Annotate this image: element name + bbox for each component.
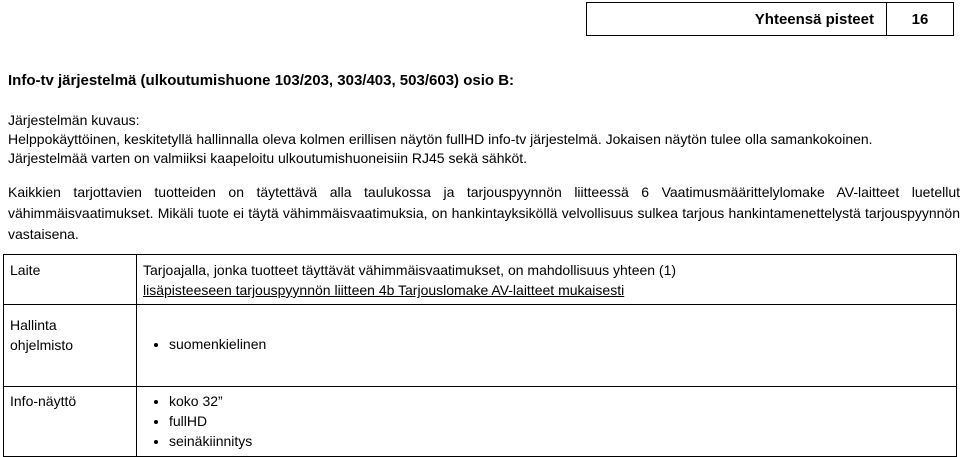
section-heading: Info-tv järjestelmä (ulkoutumishuone 103/203, 303/403, 503/603) osio B: bbox=[8, 72, 515, 89]
table-row bbox=[4, 305, 957, 387]
list-item: • suomenkielinen bbox=[169, 334, 950, 354]
row-label-cell bbox=[4, 387, 137, 457]
list-item: • seinäkiinnitys bbox=[169, 431, 950, 451]
total-points-box bbox=[586, 2, 954, 36]
row-label: ohjelmisto bbox=[10, 337, 74, 353]
header-text-line: lisäpisteeseen tarjouspyynnön liitteen 4b Tarjouslomake AV-laitteet mukaisesti bbox=[143, 282, 625, 298]
list-item: • koko 32” bbox=[169, 391, 950, 411]
description-title: Järjestelmän kuvaus: bbox=[8, 112, 140, 128]
row-label: Info-näyttö bbox=[10, 393, 77, 409]
table-header-row bbox=[4, 255, 957, 305]
header-label: Laite bbox=[10, 262, 41, 278]
total-points-label: Yhteensä pisteet bbox=[754, 10, 874, 28]
description-line: Järjestelmää varten on valmiiksi kaapeloitu ulkoutumishuoneisiin RJ45 sekä sähköt. bbox=[8, 150, 528, 166]
row-label: Hallinta bbox=[10, 317, 57, 333]
header-label-cell bbox=[4, 255, 137, 305]
row-label-cell bbox=[4, 305, 137, 387]
row-items-cell bbox=[137, 387, 957, 457]
table-row bbox=[4, 387, 957, 457]
requirements-table bbox=[3, 254, 957, 457]
description-line: Helppokäyttöinen, keskitetyllä hallinnalla oleva kolmen erillisen näytön fullHD info-tv järjestelmä. Jokaisen näytön tulee olla samankokoinen. bbox=[8, 131, 873, 147]
header-text-line: Tarjoajalla, jonka tuotteet täyttävät vähimmäisvaatimukset, on mahdollisuus yhteen (1) bbox=[143, 262, 677, 278]
total-points-value: 16 bbox=[886, 3, 953, 35]
header-text-cell bbox=[137, 255, 957, 305]
bullet-list bbox=[143, 391, 950, 451]
system-description bbox=[8, 111, 958, 168]
requirements-paragraph: Kaikkien tarjottavien tuotteiden on täytettävä alla taulukossa ja tarjouspyynnön liitteessä 6 Vaatimusmäärittelylomake AV-laitteet luetellut vähimmäisvaatimukset. Mikäli tuote ei täytä vähimmäisvaatimuksia, on hankintayksiköllä velvollisuus sulkea tarjous hankintamenettelystä tarjouspyynnön vastaisena. bbox=[8, 184, 960, 242]
list-item: • fullHD bbox=[169, 411, 950, 431]
bullet-list bbox=[143, 334, 950, 354]
row-items-cell bbox=[137, 305, 957, 387]
